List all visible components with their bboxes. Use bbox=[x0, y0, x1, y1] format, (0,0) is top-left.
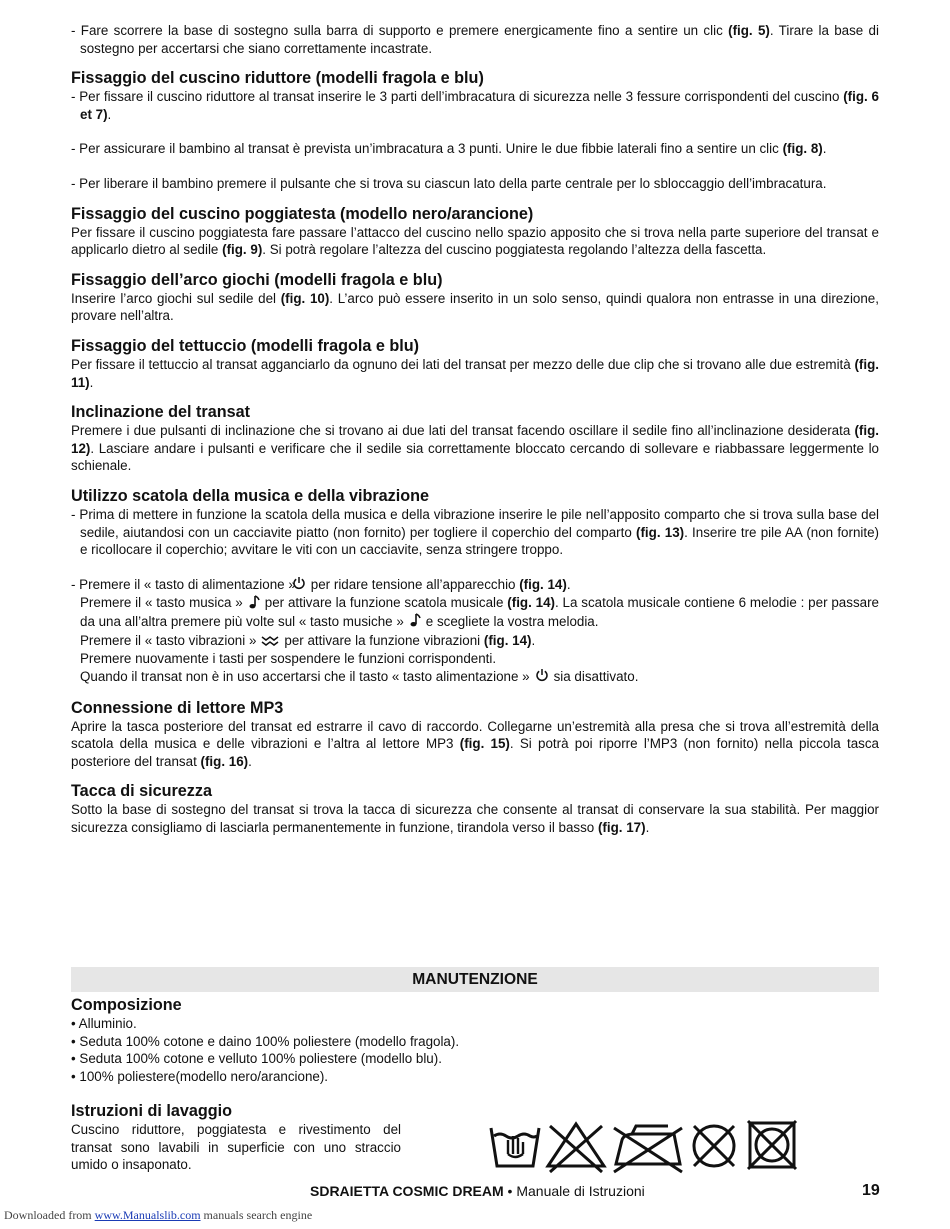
text: . La scatola musicale contiene 6 melodie : per passare da una all’altra premere più volte sul « tasto musiche » bbox=[80, 595, 879, 630]
text: manuals search engine bbox=[200, 1208, 313, 1222]
fig-ref: (fig. 10) bbox=[280, 290, 330, 306]
paragraph: Premere nuovamente i tasti per sospendere le funzioni corrispondenti. bbox=[80, 651, 497, 667]
text: . Inserire tre pile AA (non fornite) e ricollocare il coperchio; avvitare le viti con un cacciavite, senza stringere troppo. bbox=[80, 524, 879, 558]
page-content bbox=[71, 22, 879, 848]
text: per attivare la funzione vibrazioni bbox=[284, 632, 484, 648]
text: Per fissare il tettuccio al transat agganciarlo da ognuno dei lati del transat per mezzo delle due clip che si trovano alle due estremità bbox=[71, 356, 855, 372]
fig-ref: (fig. 15) bbox=[459, 736, 510, 752]
text: Downloaded from bbox=[4, 1208, 95, 1222]
text: Inserire l’arco giochi sul sedile del bbox=[71, 290, 281, 306]
no-bleach-icon bbox=[548, 1124, 604, 1172]
fig-ref: (fig. 11) bbox=[71, 356, 879, 390]
paragraph bbox=[71, 422, 879, 475]
music-note-icon bbox=[409, 613, 421, 632]
power-icon bbox=[301, 576, 306, 595]
paragraph: - Per liberare il bambino premere il pulsante che si trova su ciascun lato della parte centrale per lo sbloccaggio dell’imbracatura. bbox=[71, 175, 827, 191]
text: Premere il « tasto vibrazioni » bbox=[80, 632, 257, 648]
section-title: Fissaggio dell’arco giochi (modelli fragola e blu) bbox=[71, 270, 443, 289]
fig-ref: (fig. 8) bbox=[782, 141, 823, 157]
text: per ridare tensione all’apparecchio bbox=[310, 576, 520, 592]
no-tumble-dry-icon bbox=[748, 1121, 796, 1169]
text: . Lasciare andare i pulsanti e verificare che il sedile sia correttamente bloccato cercando di sollevare e riabbassare leggermente lo schienale. bbox=[71, 440, 879, 474]
manutenzione-banner: MANUTENZIONE bbox=[71, 967, 879, 992]
text: . Si potrà regolare l’altezza del cuscino poggiatesta regolando l’altezza della fascetta. bbox=[262, 242, 767, 258]
text: . bbox=[566, 576, 571, 592]
paragraph bbox=[71, 506, 879, 559]
fig-ref: (fig. 13) bbox=[636, 524, 685, 540]
text: . bbox=[645, 819, 650, 835]
vibration-icon bbox=[261, 633, 279, 651]
text: per attivare la funzione scatola musicale bbox=[264, 595, 508, 611]
paragraph bbox=[71, 224, 879, 259]
paragraph bbox=[71, 356, 879, 391]
section-title: Istruzioni di lavaggio bbox=[71, 1102, 232, 1120]
paragraph bbox=[71, 88, 879, 123]
list-item: • 100% poliestere(modello nero/arancione). bbox=[71, 1068, 329, 1084]
text: Premere il « tasto musica » bbox=[80, 595, 243, 611]
text: . Si potrà poi riporre l’MP3 (non fornito) nella piccola tasca posteriore del transat bbox=[71, 736, 879, 769]
manualslib-link[interactable]: www.Manualslib.com bbox=[94, 1208, 201, 1222]
text: Quando il transat non è in uso accertarsi che il tasto « tasto alimentazione » bbox=[80, 668, 530, 684]
text: . bbox=[531, 632, 536, 648]
section-poggiatesta bbox=[71, 204, 879, 259]
text: - Fare scorrere la base di sostegno sulla barra di supporto e premere energicamente fino a sentire un clic bbox=[71, 23, 729, 38]
section-mp3 bbox=[71, 698, 879, 771]
paragraph bbox=[71, 140, 879, 158]
fig-ref: (fig. 16) bbox=[200, 753, 249, 769]
text: . bbox=[107, 106, 112, 122]
fig-ref: (fig. 14) bbox=[483, 632, 532, 648]
paragraph bbox=[71, 594, 879, 632]
text: . bbox=[248, 753, 252, 769]
paragraph bbox=[71, 718, 879, 771]
section-title: Inclinazione del transat bbox=[71, 403, 251, 422]
section-inclinazione bbox=[71, 402, 879, 475]
product-name: SDRAIETTA COSMIC DREAM bbox=[310, 1183, 504, 1199]
intro-paragraph bbox=[71, 22, 879, 57]
text: . L’arco può essere inserito in un solo senso, quindi qualora non entrasse in una direzione, provare nell’altra. bbox=[71, 290, 879, 324]
paragraph bbox=[71, 801, 879, 836]
fig-ref: (fig. 14) bbox=[519, 576, 567, 592]
section-cuscino-riduttore bbox=[71, 68, 879, 192]
section-tettuccio bbox=[71, 336, 879, 391]
lavaggio-section bbox=[71, 1101, 401, 1174]
fig-ref: (fig. 12) bbox=[71, 423, 879, 456]
text: - Premere il « tasto di alimentazione » bbox=[71, 576, 296, 592]
fig-ref: (fig. 6 et 7) bbox=[80, 89, 879, 122]
section-title: Utilizzo scatola della musica e della vibrazione bbox=[71, 486, 430, 505]
list-item: • Seduta 100% cotone e velluto 100% poliestere (modello blu). bbox=[71, 1051, 442, 1067]
section-title: Fissaggio del tettuccio (modelli fragola e blu) bbox=[71, 336, 420, 355]
page-footer bbox=[310, 1183, 645, 1199]
page-number: 19 bbox=[862, 1182, 880, 1199]
footer-text: • Manuale di Istruzioni bbox=[503, 1183, 645, 1199]
text: Sotto la base di sostegno del transat si trova la tacca di sicurezza che consente al transat di conservare la sua stabilità. Per maggior sicurezza consigliamo di lasciarla permanentemente in funzione, tirandola verso il basso bbox=[71, 802, 879, 835]
care-symbols bbox=[488, 1118, 800, 1174]
section-tacca bbox=[71, 781, 879, 836]
section-title: Composizione bbox=[71, 996, 182, 1014]
text: . bbox=[89, 374, 94, 390]
section-title: Fissaggio del cuscino riduttore (modelli fragola e blu) bbox=[71, 69, 484, 88]
text: Per fissare il cuscino poggiatesta fare passare l’attacco del cuscino nello spazio apposito che si trova nella parte superiore del transat e applicarlo dietro al sedile bbox=[71, 224, 879, 258]
list-item: • Alluminio. bbox=[71, 1016, 137, 1031]
fig-ref: (fig. 14) bbox=[507, 595, 556, 611]
text: - Per assicurare il bambino al transat è prevista un’imbracatura a 3 punti. Unire le due fibbie laterali fino a sentire un clic bbox=[71, 141, 783, 157]
fig-ref: (fig. 9) bbox=[222, 242, 263, 258]
download-notice bbox=[4, 1208, 312, 1223]
music-note-icon bbox=[248, 595, 260, 614]
paragraph bbox=[71, 632, 879, 650]
paragraph bbox=[71, 576, 879, 595]
intro-section bbox=[71, 22, 879, 57]
text: - Per fissare il cuscino riduttore al transat inserire le 3 parti dell’imbracatura di sicurezza nelle 3 fessure corrispondenti del cuscino bbox=[71, 89, 844, 105]
section-musica bbox=[71, 486, 879, 687]
paragraph bbox=[71, 290, 879, 325]
paragraph bbox=[71, 668, 879, 687]
section-title: Connessione di lettore MP3 bbox=[71, 698, 284, 717]
fig-ref: (fig. 17) bbox=[597, 819, 646, 835]
no-dry-clean-icon bbox=[694, 1126, 734, 1166]
paragraph: Cuscino riduttore, poggiatesta e rivestimento del transat sono lavabili in superficie con uno straccio umido o insaponato. bbox=[71, 1122, 401, 1173]
list-item: • Seduta 100% cotone e daino 100% poliestere (modello fragola). bbox=[71, 1033, 460, 1049]
text: . bbox=[822, 141, 827, 157]
section-arco-giochi bbox=[71, 270, 879, 325]
fig-ref: (fig. 5) bbox=[728, 23, 770, 38]
text: Premere i due pulsanti di inclinazione che si trovano ai due lati del transat facendo oscillare il sedile fino all’inclinazione desiderata bbox=[71, 423, 855, 439]
section-title: Tacca di sicurezza bbox=[71, 782, 212, 801]
text: Aprire la tasca posteriore del transat ed estrarre il cavo di raccordo. Collegarne un’estremità alla presa che si trova all’estremità della scatola della musica e delle vibrazioni e l’altra al lettore MP3 bbox=[71, 718, 879, 752]
text: e scegliete la vostra melodia. bbox=[425, 614, 599, 630]
text: sia disattivato. bbox=[553, 668, 639, 684]
text: . Tirare la base di sostegno per accertarsi che siano correttamente incastrate. bbox=[80, 23, 879, 56]
power-icon bbox=[535, 668, 549, 687]
no-iron-icon bbox=[614, 1126, 682, 1172]
section-title: Fissaggio del cuscino poggiatesta (modello nero/arancione) bbox=[71, 204, 534, 223]
composizione-section bbox=[71, 995, 571, 1085]
hand-wash-icon bbox=[491, 1128, 539, 1166]
text: - Prima di mettere in funzione la scatola della musica e della vibrazione inserire le pile nell’apposito comparto che si trova sulla base del sedile, aiutandosi con un cacciavite piatto (non fornito) per togliere il coperchio del comparto bbox=[71, 506, 879, 540]
